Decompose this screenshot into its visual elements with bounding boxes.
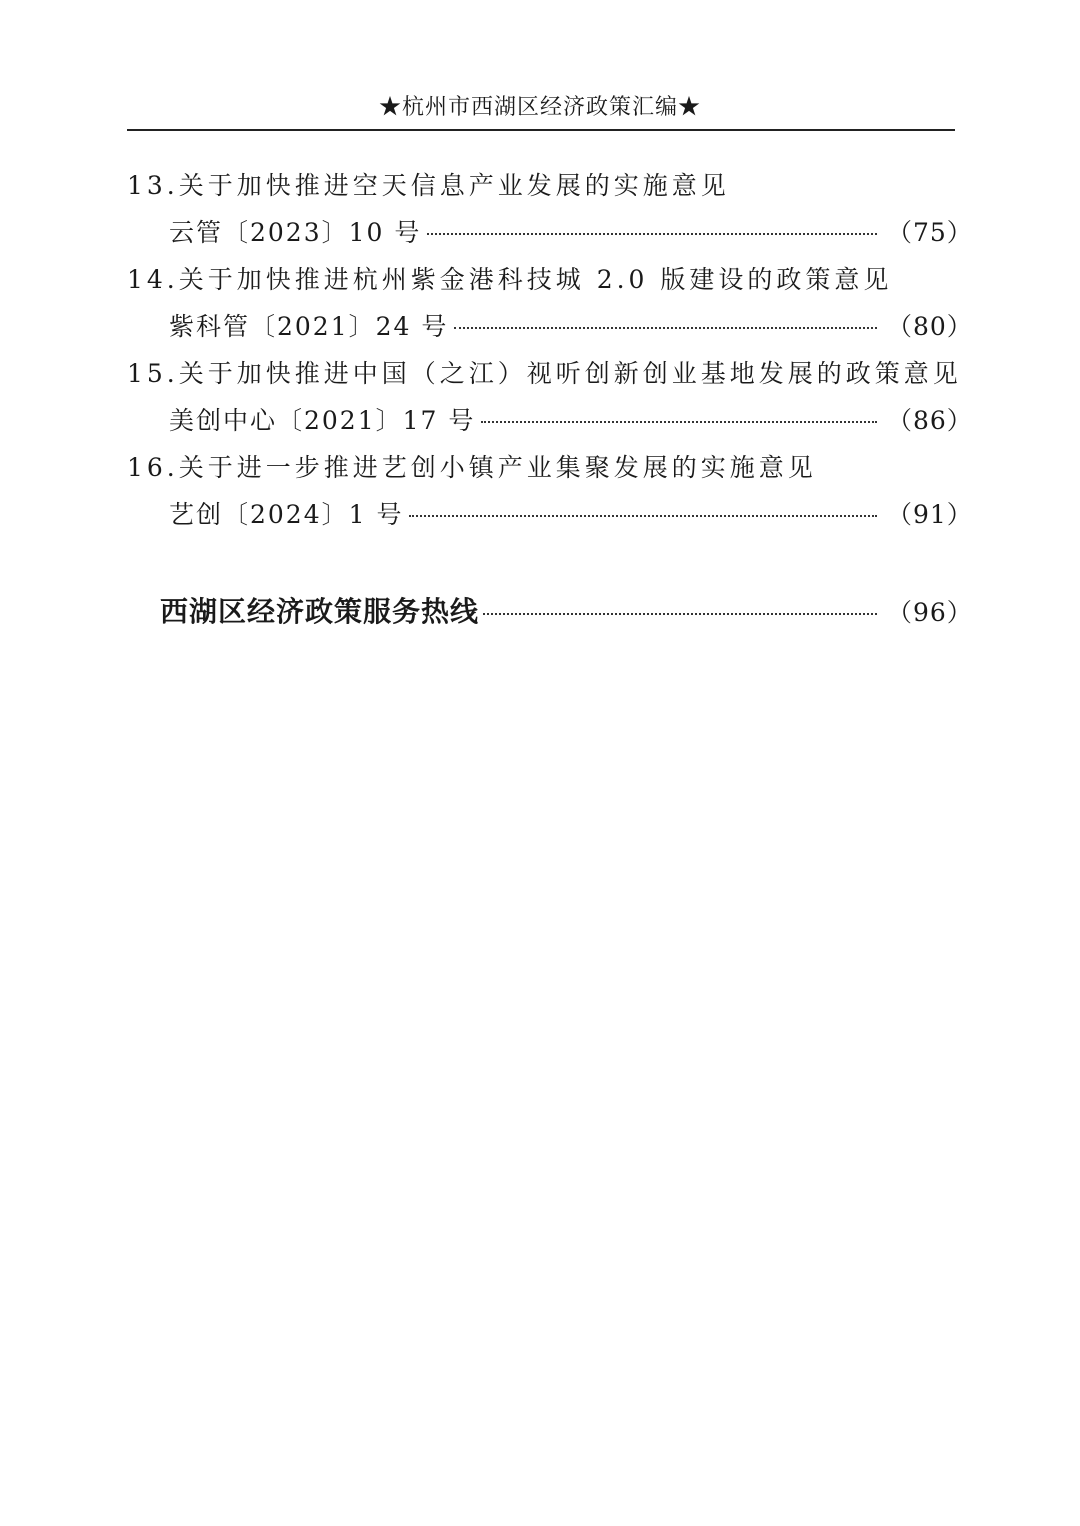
toc-entry-doc-number: 美创中心〔2021〕17 号 — [169, 406, 476, 435]
toc-entry-page-number: （80） — [887, 312, 973, 341]
toc-entry-15 — [127, 350, 973, 444]
toc-entry-title: 15.关于加快推进中国（之江）视听创新创业基地发展的政策意见 — [127, 359, 962, 388]
dot-leader — [483, 613, 877, 615]
toc-entry-ref-line — [127, 397, 973, 444]
toc-entry-ref-line — [127, 491, 973, 538]
dot-leader — [454, 327, 877, 329]
toc-entry-ref-line — [127, 303, 973, 350]
toc-entry-13 — [127, 162, 973, 256]
table-of-contents — [127, 162, 973, 538]
toc-entry-doc-number: 云管〔2023〕10 号 — [169, 218, 422, 247]
hotline-page-number: （96） — [887, 598, 973, 627]
dot-leader — [481, 421, 877, 423]
dot-leader — [409, 515, 877, 517]
toc-entry-ref-line — [127, 209, 973, 256]
toc-entry-title: 16.关于进一步推进艺创小镇产业集聚发展的实施意见 — [127, 453, 817, 482]
toc-entry-16 — [127, 444, 973, 538]
toc-entry-title: 14.关于加快推进杭州紫金港科技城 2.0 版建设的政策意见 — [127, 265, 893, 294]
toc-entry-page-number: （75） — [887, 218, 973, 247]
toc-entry-title: 13.关于加快推进空天信息产业发展的实施意见 — [127, 171, 730, 200]
toc-entry-doc-number: 艺创〔2024〕1 号 — [169, 500, 404, 529]
toc-entry-hotline — [160, 586, 973, 638]
running-header: ★杭州市西湖区经济政策汇编★ — [378, 95, 701, 120]
toc-entry-page-number: （91） — [887, 500, 973, 529]
toc-entry-doc-number: 紫科管〔2021〕24 号 — [169, 312, 449, 341]
dot-leader — [427, 233, 877, 235]
toc-entry-14 — [127, 256, 973, 350]
hotline-title: 西湖区经济政策服务热线 — [160, 595, 480, 628]
header-rule — [127, 129, 955, 131]
toc-entry-page-number: （86） — [887, 406, 973, 435]
